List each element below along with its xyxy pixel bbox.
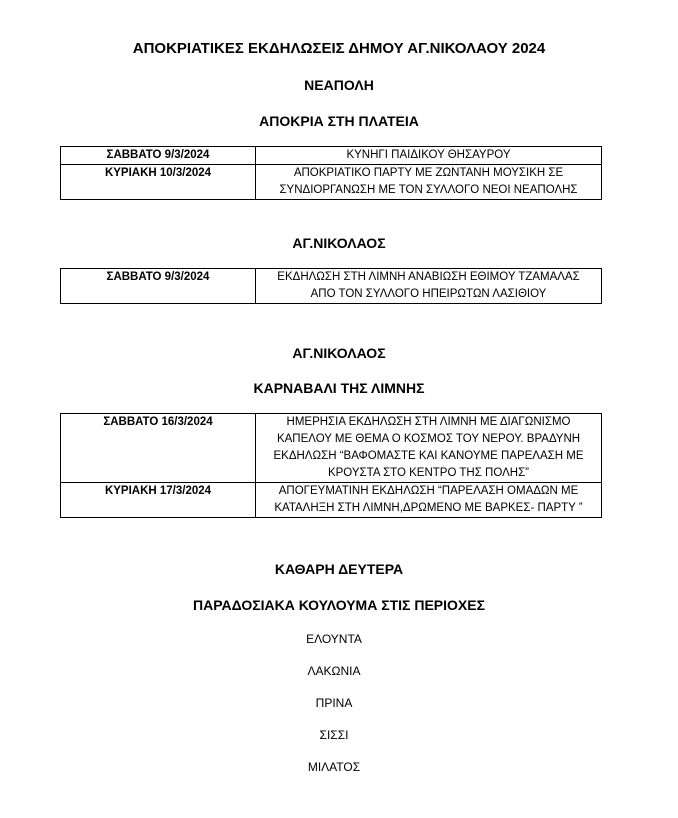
table-row: [61, 414, 602, 483]
section-heading-neapoli: ΝΕΑΠΟΛΗ: [304, 77, 374, 93]
list-item: ΜΙΛΑΤΟΣ: [307, 760, 361, 774]
events-table-karnavali: [60, 413, 602, 518]
table-row: [61, 269, 602, 304]
list-item: ΛΑΚΩΝΙΑ: [307, 664, 361, 678]
event-description: ΑΠΟΓΕΥΜΑΤΙΝΗ ΕΚΔΗΛΩΣΗ “ΠΑΡΕΛΑΣΗ ΟΜΑΔΩΝ ΜΕ ΚΑΤΑΛΗΞΗ ΣΤΗ ΛΙΜΝΗ,ΔΡΩΜΕΝΟ ΜΕ ΒΑΡΚΕΣ- ΠΑΡΤΥ ”: [256, 483, 602, 518]
table-row: [61, 165, 602, 200]
places-list: [0, 630, 668, 790]
section-heading-agnikolaos: ΑΓ.ΝΙΚΟΛΑΟΣ: [292, 235, 386, 251]
section-subheading-karnavali: ΚΑΡΝΑΒΑΛΙ ΤΗΣ ΛΙΜΝΗΣ: [253, 380, 425, 396]
document-title: ΑΠΟΚΡΙΑΤΙΚΕΣ ΕΚΔΗΛΩΣΕΙΣ ΔΗΜΟΥ ΑΓ.ΝΙΚΟΛΑΟΥ 2024: [132, 40, 546, 57]
list-item: ΣΙΣΣΙ: [319, 728, 349, 742]
event-date: ΚΥΡΙΑΚΗ 17/3/2024: [61, 483, 256, 518]
section-subheading-apokria: ΑΠΟΚΡΙΑ ΣΤΗ ΠΛΑΤΕΙΑ: [259, 113, 419, 129]
event-description: ΚΥΝΗΓΙ ΠΑΙΔΙΚΟΥ ΘΗΣΑΥΡΟΥ: [256, 147, 602, 165]
event-description: ΗΜΕΡΗΣΙΑ ΕΚΔΗΛΩΣΗ ΣΤΗ ΛΙΜΝΗ ΜΕ ΔΙΑΓΩΝΙΣΜΟ ΚΑΠΕΛΟΥ ΜΕ ΘΕΜΑ Ο ΚΟΣΜΟΣ ΤΟΥ ΝΕΡΟΥ. ΒΡΑΔΥΝΗ ΕΚΔΗΛΩΣΗ “ΒΑΦΟΜΑΣΤΕ ΚΑΙ ΚΑΝΟΥΜΕ ΠΑΡΕΛΑΣΗ ΜΕ ΚΡΟΥΣΤΑ ΣΤΟ ΚΕΝΤΡΟ ΤΗΣ ΠΟΛΗΣ”: [256, 414, 602, 483]
table-row: [61, 483, 602, 518]
table-row: [61, 147, 602, 165]
section-heading-kathari-deftera: ΚΑΘΑΡΗ ΔΕΥΤΕΡΑ: [274, 561, 404, 577]
list-item: ΠΡΙΝΑ: [315, 696, 353, 710]
event-description: ΕΚΔΗΛΩΣΗ ΣΤΗ ΛΙΜΝΗ ΑΝΑΒΙΩΣΗ ΕΘΙΜΟΥ ΤΖΑΜΑΛΑΣ ΑΠΟ ΤΟΝ ΣΥΛΛΟΓΟ ΗΠΕΙΡΩΤΩΝ ΛΑΣΙΘΙΟΥ: [256, 269, 602, 304]
section-heading-agnikolaos-2: ΑΓ.ΝΙΚΟΛΑΟΣ: [292, 345, 386, 361]
events-table-neapoli: [60, 146, 602, 200]
event-date: ΚΥΡΙΑΚΗ 10/3/2024: [61, 165, 256, 200]
event-date: ΣΑΒΒΑΤΟ 16/3/2024: [61, 414, 256, 483]
event-date: ΣΑΒΒΑΤΟ 9/3/2024: [61, 269, 256, 304]
event-description: ΑΠΟΚΡΙΑΤΙΚΟ ΠΑΡΤΥ ΜΕ ΖΩΝΤΑΝΗ ΜΟΥΣΙΚΗ ΣΕ ΣΥΝΔΙΟΡΓΑΝΩΣΗ ΜΕ ΤΟΝ ΣΥΛΛΟΓΟ ΝΕΟΙ ΝΕΑΠΟΛΗΣ: [256, 165, 602, 200]
section-subheading-koulouma: ΠΑΡΑΔΟΣΙΑΚΑ ΚΟΥΛΟΥΜΑ ΣΤΙΣ ΠΕΡΙΟΧΕΣ: [193, 597, 485, 613]
events-table-agnikolaos: [60, 268, 602, 304]
event-date: ΣΑΒΒΑΤΟ 9/3/2024: [61, 147, 256, 165]
list-item: ΕΛΟΥΝΤΑ: [306, 632, 362, 646]
